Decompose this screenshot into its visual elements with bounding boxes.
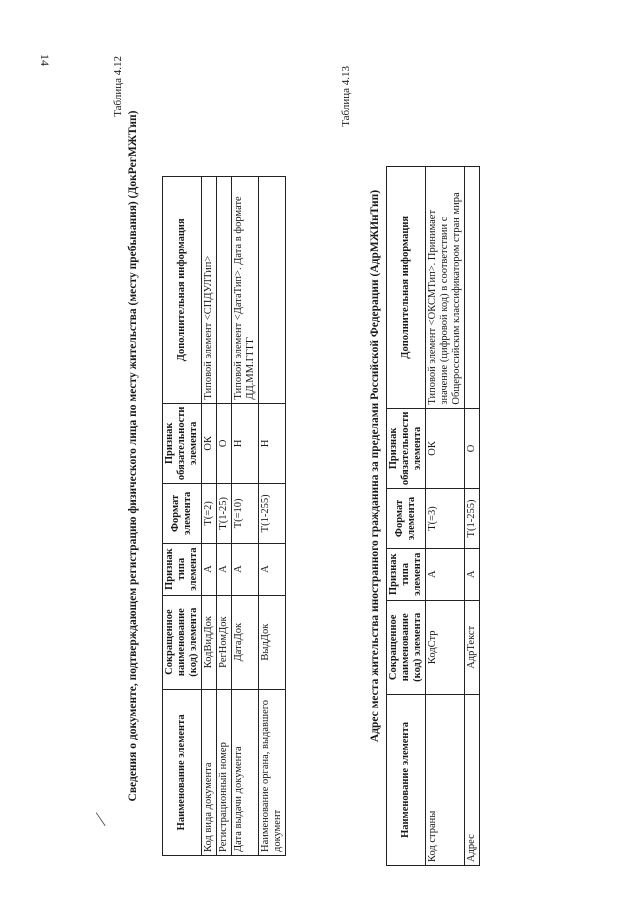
header-cell: Признак типа элемента — [387, 548, 426, 600]
cell-format: Т(=2) — [202, 484, 217, 544]
table-row — [259, 177, 286, 856]
table-label: Таблица 4.13 — [340, 66, 352, 127]
cell-type: А — [232, 543, 259, 595]
cell-type: А — [217, 543, 232, 595]
cell-name: Регистрационный номер — [217, 689, 232, 855]
cell-format: Т(1-25) — [217, 484, 232, 544]
header-cell: Сокращенное наименование (код) элемента — [387, 600, 426, 694]
cell-name: Адрес — [465, 694, 480, 865]
cell-info: Типовой элемент <ОКСМТип>. Принимает значение (цифровой код) в соответствии с Общероссийским классификатором стран мира — [426, 167, 465, 409]
cell-code: КодВидДок — [202, 595, 217, 689]
cell-format: Т(=10) — [232, 484, 259, 544]
cell-code: АдрТекст — [465, 600, 480, 694]
table-row — [426, 167, 465, 866]
cell-required: Н — [259, 403, 286, 484]
header-cell: Формат элемента — [387, 489, 426, 549]
table-label: Таблица 4.12 — [112, 56, 124, 117]
table-row — [217, 177, 232, 856]
cell-required: Н — [232, 403, 259, 484]
header-cell: Дополнительная информация — [163, 177, 202, 404]
cell-code: ДатаДок — [232, 595, 259, 689]
cell-name: Код страны — [426, 694, 465, 865]
cell-required: ОК — [202, 403, 217, 484]
cell-type: А — [465, 548, 480, 600]
cell-required: О — [217, 403, 232, 484]
cell-code: КодСтр — [426, 600, 465, 694]
cell-required: ОК — [426, 408, 465, 489]
header-cell: Сокращенное наименование (код) элемента — [163, 595, 202, 689]
header-cell: Дополнительная информация — [387, 167, 426, 409]
cell-info — [217, 177, 232, 404]
cell-code: РегНомДок — [217, 595, 232, 689]
header-cell: Наименование элемента — [387, 694, 426, 865]
cell-info: Типовой элемент <СПДУЛТип> — [202, 177, 217, 404]
table-header-row — [387, 167, 426, 866]
data-table — [162, 176, 286, 856]
data-table — [386, 166, 480, 866]
table-header-row — [163, 177, 202, 856]
cell-type: А — [426, 548, 465, 600]
table-title: Адрес места жительства иностранного гражданина за пределами Российской Федерации (АдрМЖИнТип) — [369, 189, 381, 743]
table-row — [232, 177, 259, 856]
table-title: Сведения о документе, подтверждающем регистрацию физического лица по месту жительства (месту пребывания) (ДокРегМЖТип) — [127, 110, 139, 802]
cell-code: ВыдДок — [259, 595, 286, 689]
cell-required: О — [465, 408, 480, 489]
cell-name: Наименование органа, выдавшего документ — [259, 689, 286, 855]
cell-format: Т(1-255) — [259, 484, 286, 544]
header-cell: Формат элемента — [163, 484, 202, 544]
cell-info — [259, 177, 286, 404]
cell-format: Т(1-255) — [465, 489, 480, 549]
cell-type: А — [202, 543, 217, 595]
table-row — [465, 167, 480, 866]
handwritten-mark: ∕ — [90, 813, 113, 825]
table-row — [202, 177, 217, 856]
cell-name: Код вида документа — [202, 689, 217, 855]
cell-info: Типовой элемент <ДатаТип>. Дата в формате ДД.ММ.ГГГГ — [232, 177, 259, 404]
cell-info — [465, 167, 480, 409]
page-number: 14 — [38, 54, 52, 66]
header-cell: Признак обязательности элемента — [163, 403, 202, 484]
header-cell: Признак типа элемента — [163, 543, 202, 595]
header-cell: Наименование элемента — [163, 689, 202, 855]
cell-name: Дата выдачи документа — [232, 689, 259, 855]
header-cell: Признак обязательности элемента — [387, 408, 426, 489]
cell-format: Т(=3) — [426, 489, 465, 549]
cell-type: А — [259, 543, 286, 595]
